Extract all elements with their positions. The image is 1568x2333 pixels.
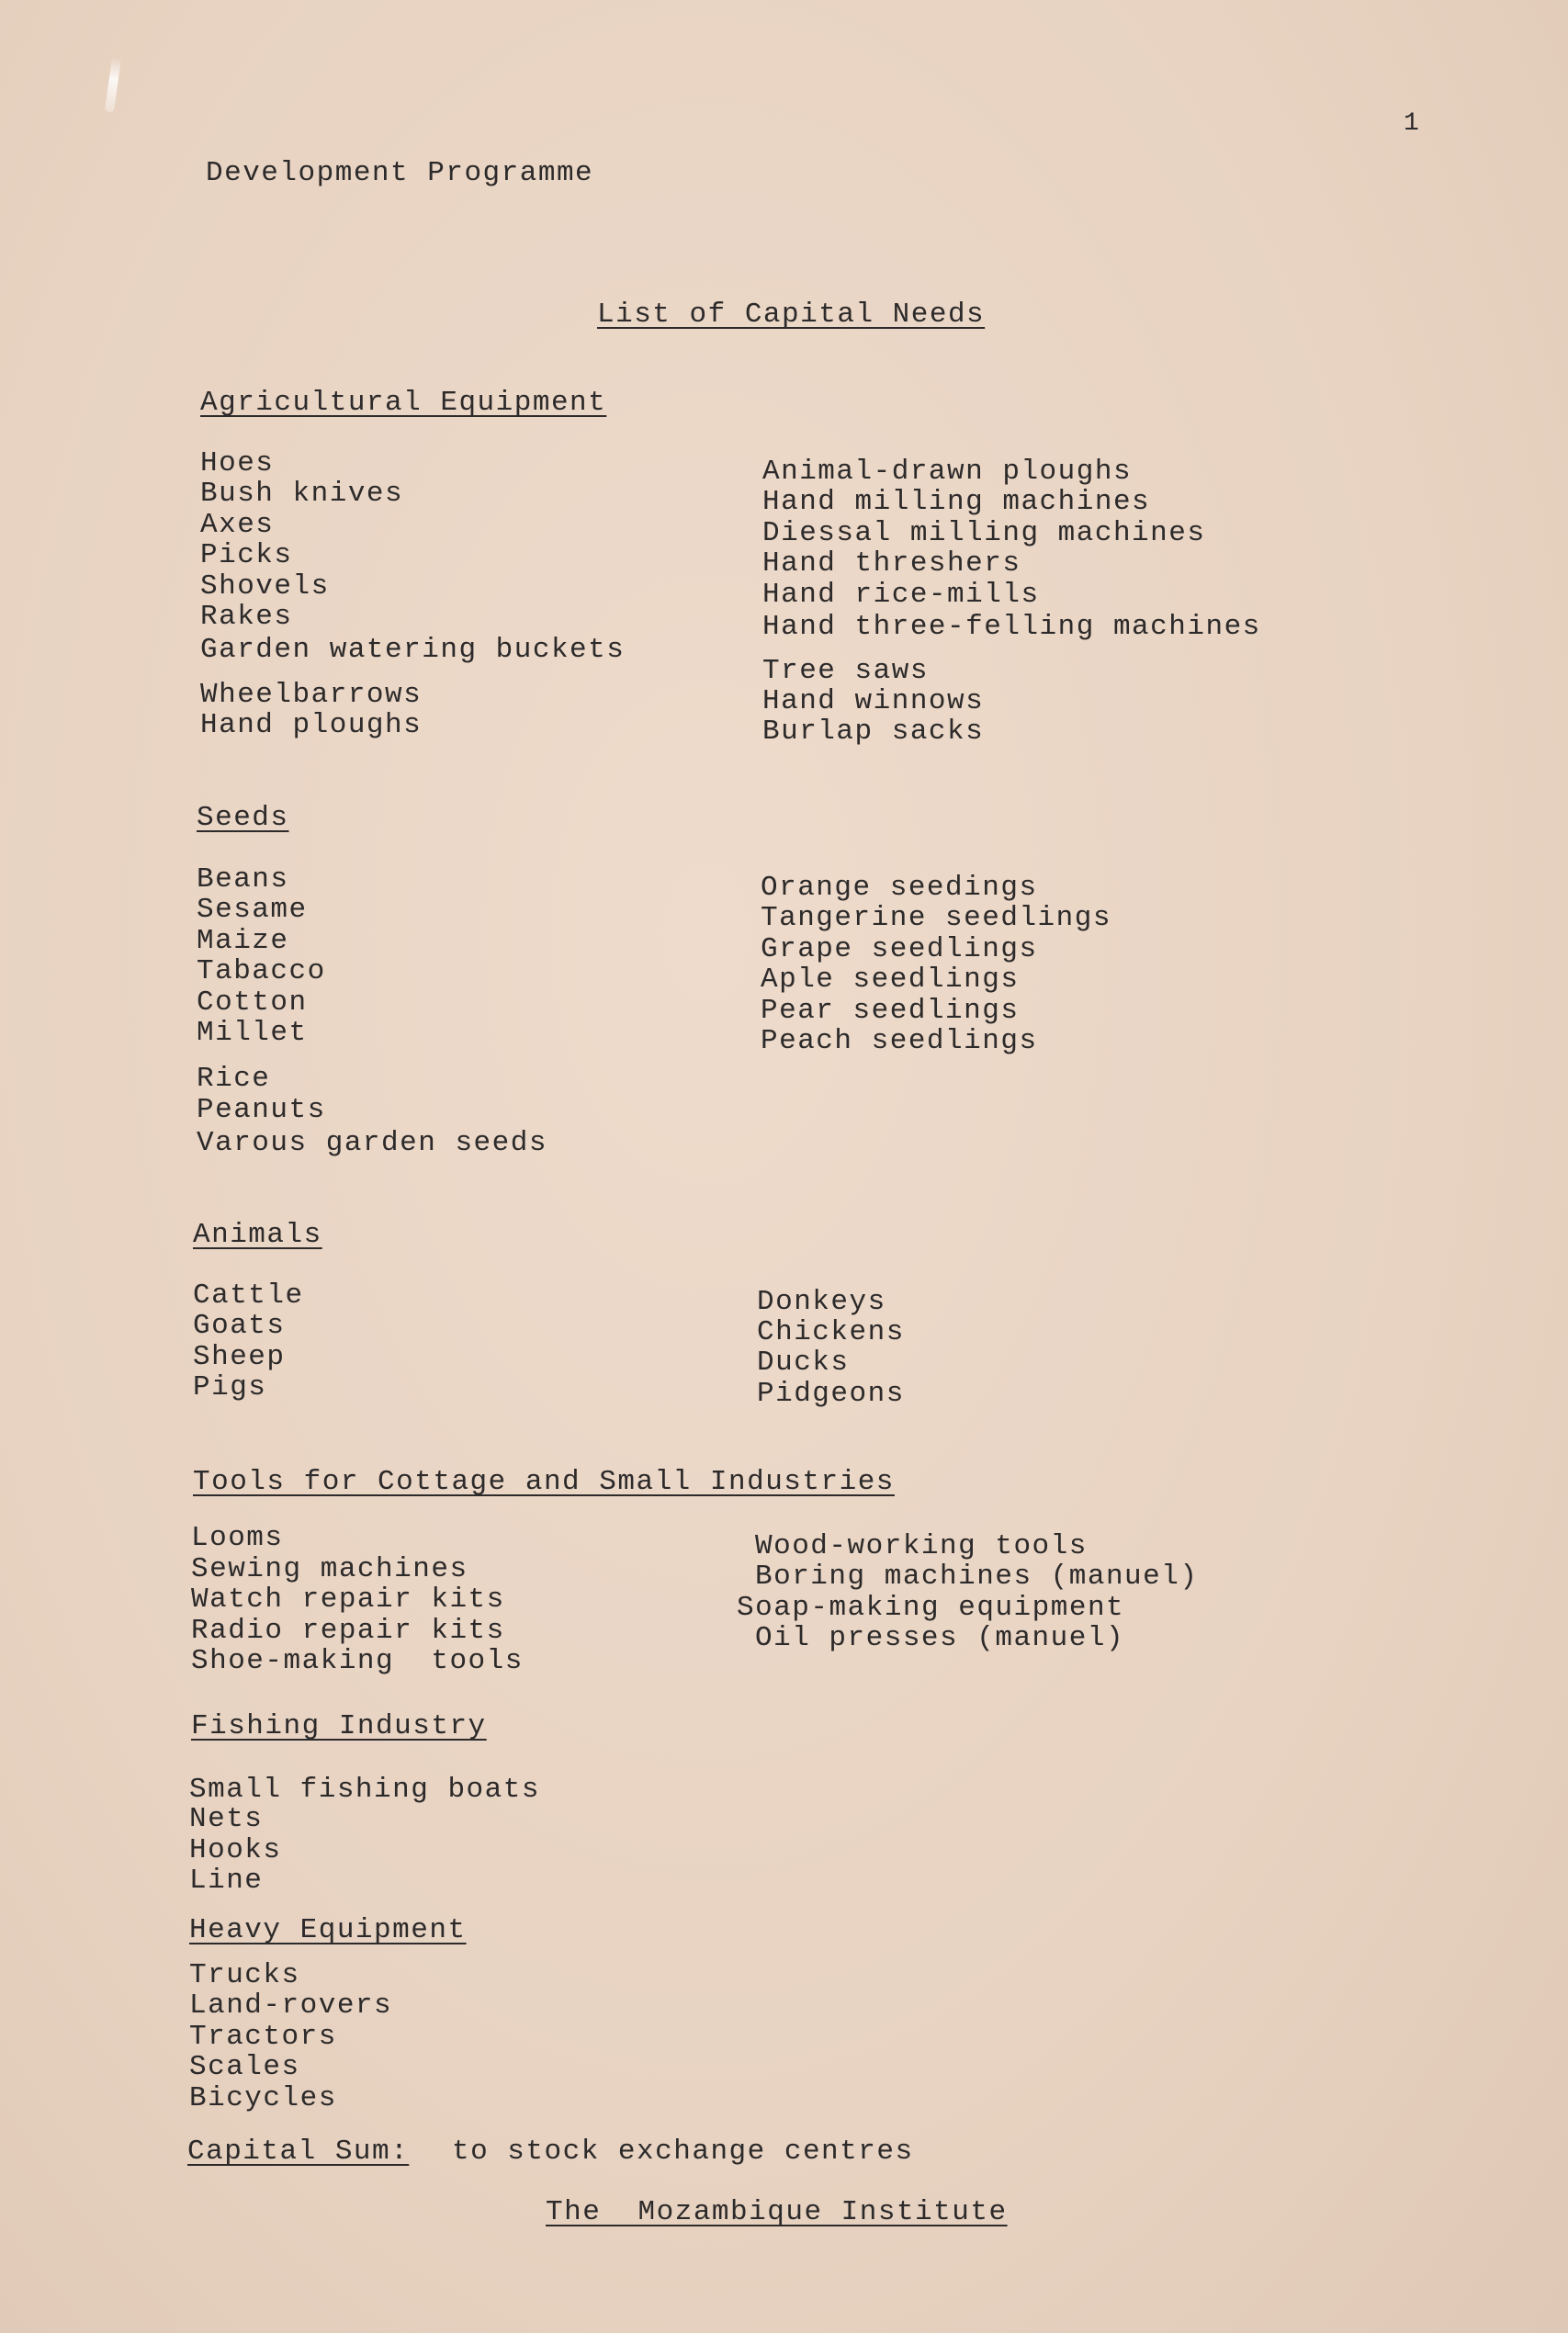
list-item: Picks [200,539,293,571]
list-item: Animal-drawn ploughs [762,456,1133,488]
list-item: Bush knives [200,478,404,510]
list-item: Beans [197,863,289,896]
list-item: Orange seedings [761,872,1038,904]
paper-damage-mark [105,57,121,113]
section-heading-animals: Animals [193,1219,322,1251]
list-item: Hand rice-mills [762,579,1040,611]
list-item: Hand winnows [762,685,985,717]
list-item: Goats [193,1310,286,1342]
list-item: Hand ploughs [200,709,423,741]
capital-sum-label: Capital Sum: [187,2136,410,2168]
list-item: Wood-working tools [755,1530,1088,1562]
list-item: Cotton [197,986,308,1019]
list-item: Oil presses (manuel) [755,1622,1125,1654]
list-item: Peanuts [197,1094,326,1126]
list-item: Hand three-felling machines [762,611,1261,643]
list-item: Hooks [189,1834,282,1866]
list-item: Pigs [193,1371,267,1403]
list-item: Tangerine seedlings [761,902,1111,934]
list-item: Maize [197,925,289,957]
section-heading-heavy: Heavy Equipment [189,1914,467,1946]
list-item: Shoe-making tools [191,1645,524,1677]
list-item: Small fishing boats [189,1774,540,1806]
footer-institute: The Mozambique Institute [546,2196,1008,2228]
list-item: Sheep [193,1341,286,1373]
list-item: Line [189,1865,264,1897]
document-header: Development Programme [206,157,594,189]
list-item: Shovels [200,570,330,603]
page-number: 1 [1404,109,1421,138]
list-item: Burlap sacks [762,716,985,748]
list-item: Boring machines (manuel) [755,1561,1199,1593]
list-item: Pidgeons [757,1378,905,1410]
capital-sum-text: to stock exchange centres [452,2136,914,2168]
section-heading-agricultural: Agricultural Equipment [200,387,607,419]
list-item: Cattle [193,1279,304,1312]
list-item: Soap-making equipment [737,1592,1125,1624]
list-item: Diessal milling machines [762,517,1206,549]
list-item: Hoes [200,447,275,479]
list-item: Peach seedlings [761,1025,1038,1057]
list-item: Rakes [200,601,293,633]
list-item: Aple seedlings [761,964,1020,996]
list-item: Sesame [197,894,308,926]
list-item: Hand milling machines [762,486,1151,518]
section-heading-seeds: Seeds [197,802,289,834]
section-heading-tools: Tools for Cottage and Small Industries [193,1466,895,1498]
list-item: Tabacco [197,955,326,987]
list-item: Varous garden seeds [197,1127,547,1159]
list-item: Grape seedlings [761,933,1038,965]
list-item: Bicycles [189,2082,337,2114]
list-item: Rice [197,1063,271,1095]
list-item: Radio repair kits [191,1615,505,1647]
list-item: Axes [200,509,275,541]
list-item: Scales [189,2051,300,2083]
list-item: Pear seedlings [761,995,1020,1027]
list-item: Ducks [757,1347,850,1379]
list-item: Watch repair kits [191,1584,505,1616]
list-item: Chickens [757,1316,905,1348]
list-item: Trucks [189,1959,300,1991]
list-item: Garden watering buckets [200,634,626,666]
list-item: Hand threshers [762,547,1021,580]
list-item: Sewing machines [191,1553,468,1585]
list-item: Millet [197,1017,308,1049]
list-item: Tractors [189,2021,337,2053]
section-heading-fishing: Fishing Industry [191,1710,487,1742]
list-item: Wheelbarrows [200,679,423,711]
list-item: Tree saws [762,655,929,687]
list-item: Donkeys [757,1286,886,1318]
document-title: List of Capital Needs [597,299,986,331]
list-item: Land-rovers [189,1989,393,2022]
list-item: Looms [191,1522,284,1554]
list-item: Nets [189,1803,264,1835]
